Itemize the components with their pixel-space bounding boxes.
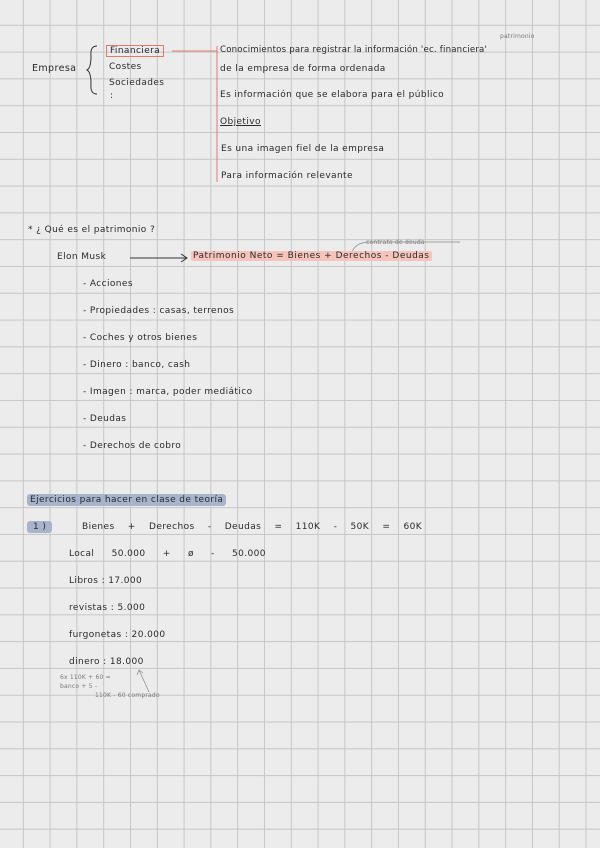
objetivo-title: Objetivo: [220, 117, 261, 127]
note-pointer: [136, 668, 152, 694]
patrimonio-question: * ¿ Qué es el patrimonio ?: [28, 225, 156, 235]
list-item: - Deudas: [83, 414, 127, 424]
note-line-3: 110K - 60 comprado: [95, 692, 160, 699]
exercise-item: revistas : 5.000: [69, 603, 146, 613]
list-item: - Propiedades : casas, terrenos: [83, 306, 235, 316]
arrow-icon: [130, 252, 190, 264]
empresa-label: Empresa: [32, 63, 77, 74]
list-item: - Coches y otros bienes: [83, 333, 198, 343]
definition-line-2: de la empresa de forma ordenada: [220, 64, 386, 74]
row-local: Local 50.000 + ø - 50.000: [69, 549, 266, 559]
connector-line: [172, 44, 222, 184]
annotation-patrimonio: patrimonio: [500, 33, 535, 40]
definition-line-3: Es información que se elabora para el público: [220, 90, 444, 100]
exercise-item: Libros : 17.000: [69, 576, 143, 586]
definition-line-1: Conocimientos para registrar la información 'ec. financiera': [220, 45, 488, 55]
list-item: - Acciones: [83, 279, 133, 289]
list-item: - Dinero : banco, cash: [83, 360, 191, 370]
exercise-item: furgonetas : 20.000: [69, 630, 166, 640]
brace-icon: [86, 44, 100, 96]
objetivo-line-2: Para información relevante: [221, 171, 353, 181]
exercises-title: Ejercicios para hacer en clase de teoría: [27, 494, 226, 506]
person-name: Elon Musk: [57, 252, 107, 262]
item-sociedades: Sociedades: [109, 78, 165, 88]
note-line-2: banco + 5 -: [60, 683, 98, 690]
list-item: - Imagen : marca, poder mediático: [83, 387, 253, 397]
item-costes: Costes: [109, 62, 142, 72]
exercise-number: 1 ): [27, 521, 52, 533]
annotation-contrato: contrato de deuda: [366, 239, 425, 246]
exercise-item: dinero : 18.000: [69, 657, 144, 667]
exercise-header: Bienes + Derechos - Deudas = 110K - 50K = 60K: [82, 522, 423, 532]
objetivo-line-1: Es una imagen fiel de la empresa: [221, 144, 385, 154]
note-line-1: 6x 110K + 60 =: [60, 674, 111, 681]
list-item: - Derechos de cobro: [83, 441, 182, 451]
item-financiera: Financiera: [106, 45, 164, 57]
patrimonio-formula: Patrimonio Neto = Bienes + Derechos - Deudas: [193, 251, 430, 261]
item-more: :: [110, 91, 114, 101]
